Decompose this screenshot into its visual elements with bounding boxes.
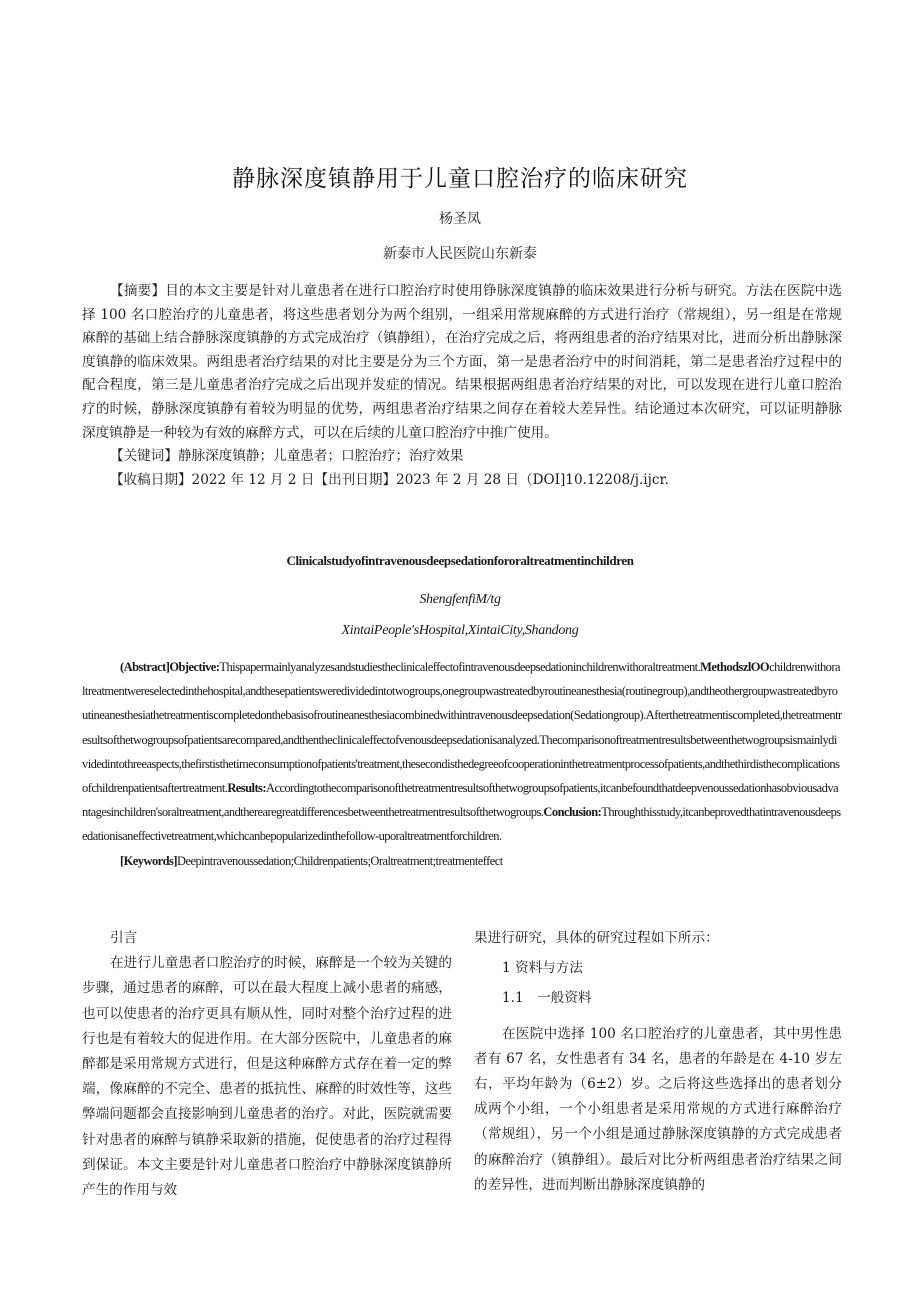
conclusion-label: Conclusion: [543, 805, 602, 820]
section-heading-materials-methods: 1 资料与方法 [502, 960, 583, 977]
chinese-keywords: 【关键词】静脉深度镇静；儿童患者；口腔治疗；治疗效果 [110, 448, 464, 465]
methods-label: MethodszlOO [700, 660, 770, 674]
body-right-column [474, 926, 842, 1198]
english-abstract [82, 655, 842, 849]
chinese-abstract-block [82, 280, 842, 492]
methods-text: childrenwithoraltreatmentwereselectedinthehospital,andthesepatientsweredividedintotwogroups,onegroupwastreatedbyroutineanesthesia(routinegroup),andtheothergroupwastreatedbyroutineanesthesiathetreatmentiscompletedonthebasisofroutineanesthesiacombinedwithintravenousdeepsedation(Sedationgroup).Afterthetreatmentiscompleted,thetreatmentresultsofthetwogroupsofpatientsarecompared,andthentheclinicaleffectofvenousdeepsedationisanalyzed.Thecomparisonoftreatmentresultsbetweenthetwogroupsismainlydividedintothreeaspects,thefirstisthetimeconsumptionofpatients'treatment,thesecondisthedegreeofcooperationinthetreatmentprocessofpatients,andthethirdisthecomplicationsofchildrenpatientsaftertreatment. [82, 660, 842, 796]
english-title: Clinicalstudyofintravenousdeepsedationfororaltreatmentinchildren [286, 553, 634, 568]
intro-continuation: 果进行研究，具体的研究过程如下所示： [474, 930, 719, 946]
general-info-paragraph: 在医院中选择 100 名口腔治疗的儿童患者，其中男性患者有 67 名，女性患者有 34 名，患者的年龄是在 4-10 岁左右，平均年龄为（6±2）岁。之后将这些选择出的患者划分成两个小组，一个小组患者是采用常规的方式进行麻醉治疗（常规组），另一个小组是通过静脉深度镇静的方式完成患者的麻醉治疗（镇静组）。最后对比分析两组患者治疗结果之间的差异性，进而判断出静脉深度镇静的 [474, 1025, 842, 1193]
chinese-abstract: 【摘要】目的本文主要是针对儿童患者在进行口腔治疗时使用铮脉深度镇静的临床效果进行分析与研究。方法在医院中选择 100 名口腔治疗的儿童患者，将这些患者划分为两个组别，一组采用常规麻醉的方式进行治疗（常规组），另一组是在常规麻醉的基础上结合静脉深度镇静的方式完成治疗（镇静组），在治疗完成之后，将两组患者的治疗结果对比，进而分析出静脉深度镇静的临床效果。两组患者治疗结果的对比主要是分为三个方面，第一是患者治疗中的时间消耗，第二是患者治疗过程中的配合程度，第三是儿童患者治疗完成之后出现并发症的情况。结果根据两组患者治疗结果的对比，可以发现在进行儿童口腔治疗的时候，静脉深度镇静有着较为明显的优势，两组患者治疗结果之间存在着较大差异性。结论通过本次研究，可以证明静脉深度镇静是一种较为有效的麻醉方式，可以在后续的儿童口腔治疗中推广使用。 [82, 283, 842, 441]
conclusion-text: Throughthisstudy,itcanbeprovedthatintravenousdeepsedationisaneffectivetreatment,whichcanbepopularizedinthefollow-uporaltreatmentforchildren. [82, 805, 841, 844]
intro-heading: 引言 [110, 930, 138, 946]
body-left-column [82, 926, 452, 1203]
abstract-label: (Abstract] [120, 660, 170, 674]
objective-label: Objective: [169, 660, 220, 674]
keywords-label: [Keywords] [120, 853, 177, 868]
paper-title: 静脉深度镇静用于儿童口腔治疗的临床研究 [232, 166, 688, 192]
english-abstract-block [82, 655, 842, 873]
author-name: 杨圣凤 [439, 211, 481, 227]
english-affiliation: XintaiPeople'sHospital,XintaiCity,Shandong [341, 623, 579, 638]
objective-text: Thispapermainlyanalyzesandstudiestheclinicaleffectofintravenousdeepsedationinchildrenwithoraltreatment. [219, 660, 701, 674]
english-keywords [82, 849, 842, 873]
intro-paragraph: 在进行儿童患者口腔治疗的时候，麻醉是一个较为关键的步骤，通过患者的麻醉，可以在最大程度上减小患者的痛感，也可以使患者的治疗更具有顺从性，同时对整个治疗过程的进行也是有着较大的促进作用。在大部分医院中，儿童患者的麻醉都是采用常规方式进行，但是这种麻醉方式存在着一定的弊端，像麻醉的不完全、患者的抵抗性、麻醉的时效性等，这些弊端问题都会直接影响到儿童患者的治疗。对此，医院就需要针对患者的麻醉与镇静采取新的措施，促使患者的治疗过程得到保证。本文主要是针对儿童患者口腔治疗中静脉深度镇静所产生的作用与效 [82, 955, 452, 1199]
keywords-text: Deepintravenoussedation;Childrenpatients;Oraltreatment;treatmenteffect [177, 853, 503, 868]
subsection-heading-general: 1.1 一般资料 [502, 990, 592, 1007]
publication-dates: 【收稿日期】2022 年 12 月 2 日【出刊日期】2023 年 2 月 28 日（DOI]10.12208/j.ijcr. [110, 471, 669, 488]
results-text: Accordingtothecomparisonofthetreatmentresultsofthetwogroupsofpatients,itcanbefoundthatdeepvenoussedationhasobviousadvantagesinchildren'soraltreatment,andtherearegreatdifferencesbetweenthetreatmentresultsofthetwogroups. [82, 781, 839, 820]
author-affiliation: 新泰市人民医院山东新泰 [383, 246, 537, 262]
results-label: Results: [227, 781, 266, 796]
english-author: ShengfenfiM/tg [419, 592, 501, 607]
